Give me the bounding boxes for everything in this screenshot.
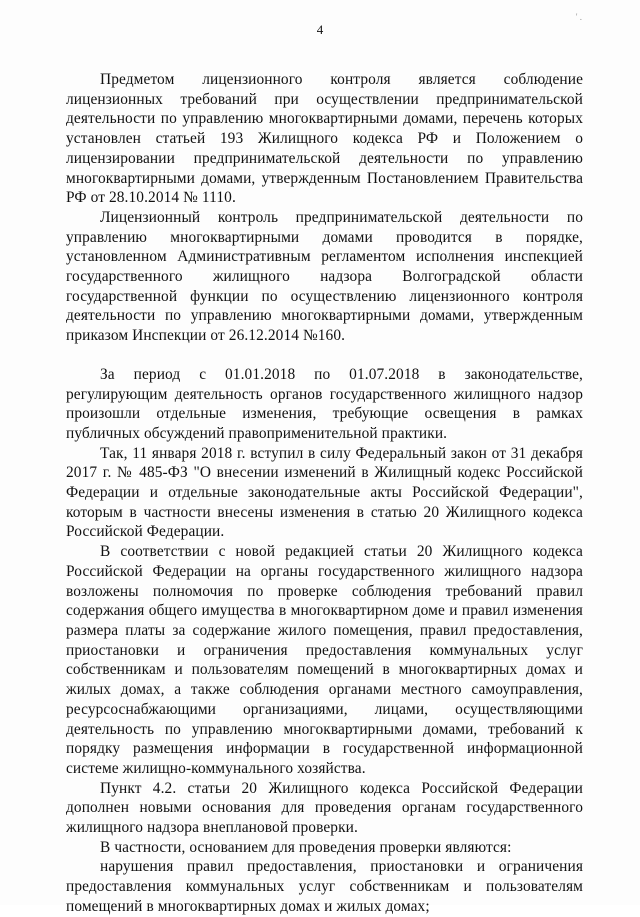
paragraph-new-powers: В соответствии с новой редакцией статьи 20 Жилищного кодекса Российской Федерации на органы государственного жилищного надзора возложены полномочия по проверке соблюдения требований правил содержания общего имущества в многоквартирном доме и правил изменения размера платы за содержание жилого помещения, правил предоставления, приостановки и ограничения предоставления коммунальных услуг собственникам и пользователям помещений в многоквартирных домах и жилых домах, а также соблюдения органами местного самоуправления, ресурсоснабжающими организациями, лицами, осуществляющими деятельность по управлению многоквартирными домами, требований к порядку размещения информации в государственной информационной системе жилищно-коммунального хозяйства. bbox=[66, 543, 583, 777]
paragraph-grounds-intro: В частности, основанием для проведения проверки являются: bbox=[100, 838, 512, 856]
scan-mark: ' . bbox=[575, 12, 582, 22]
page-number: 4 bbox=[316, 22, 324, 37]
paragraph-point-4-2: Пункт 4.2. статьи 20 Жилищного кодекса Российской Федерации дополнен новыми основания для проведения органам государственного жилищного надзора внеплановой проверки. bbox=[66, 779, 583, 837]
paragraph-control-procedure: Лицензионный контроль предпринимательской деятельности по управлению многоквартирными домами проводится в порядке, установленном Административным регламентом исполнения инспекцией государственного жилищного надзора Волгоградской области государственной функции по осуществлению лицензионного контроля деятельности по управлению многоквартирными домами, утвержденным приказом Инспекции от 26.12.2014 №160. bbox=[66, 208, 583, 345]
document-body bbox=[66, 70, 583, 917]
paragraph-federal-law: Так, 11 января 2018 г. вступил в силу Федеральный закон от 31 декабря 2017 г. № 485-ФЗ "О внесении изменений в Жилищный кодекс Российской Федерации и отдельные законодательные акты Российской Федерации", которым в частности внесены изменения в статью 20 Жилищного кодекса Российской Федерации. bbox=[66, 444, 583, 541]
paragraph-period-changes: За период с 01.01.2018 по 01.07.2018 в законодательстве, регулирующим деятельность органов государственного жилищного надзор произошли отдельные изменения, требующие освещения в рамках публичных обсуждений правоприменительной практики. bbox=[66, 365, 583, 442]
paragraph-grounds-item: нарушения правил предоставления, приостановки и ограничения предоставления коммунальных услуг собственникам и пользователям помещений в многоквартирных домах и жилых домах; bbox=[66, 858, 583, 915]
paragraph-subject-of-control: Предметом лицензионного контроля является соблюдение лицензионных требований при осуществлении предпринимательской деятельности по управлению многоквартирными домами, перечень которых установлен статьей 193 Жилищного кодекса РФ и Положением о лицензировании предпринимательской деятельности по управлению многоквартирными домами, утвержденным Постановлением Правительства РФ от 28.10.2014 № 1110. bbox=[66, 71, 583, 207]
